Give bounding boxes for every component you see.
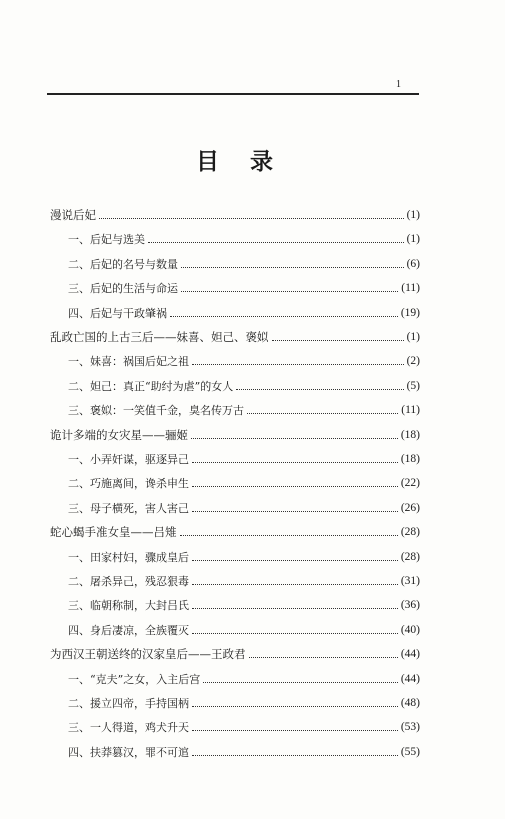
toc-section-entry	[68, 304, 420, 322]
toc-section-entry	[68, 401, 420, 419]
toc-section-entry	[68, 377, 420, 395]
toc-chapter-entry	[50, 206, 420, 224]
toc-section-entry	[68, 352, 420, 370]
toc-section-entry	[68, 596, 420, 614]
toc-entry-page: (2)	[406, 355, 420, 367]
toc-entry-label: 三、一人得道，鸡犬升天	[68, 721, 189, 734]
toc-entry-label: 四、扶莽篡汉，罪不可逭	[68, 746, 189, 759]
toc-entry-page: (11)	[401, 282, 420, 294]
toc-chapter-entry	[50, 523, 420, 541]
dot-leader	[192, 559, 398, 561]
toc-entry-page: (1)	[406, 233, 420, 245]
toc-entry-page: (5)	[406, 380, 420, 392]
dot-leader	[192, 510, 398, 512]
toc-section-entry	[68, 548, 420, 566]
toc-entry-label: 一、田家村妇，骤成皇后	[68, 551, 189, 564]
dot-leader	[192, 363, 404, 365]
toc-entry-label: 一、妹喜：祸国后妃之祖	[68, 355, 189, 368]
toc-section-entry	[68, 255, 420, 273]
page-number: 1	[396, 79, 401, 90]
toc-section-entry	[68, 718, 420, 736]
toc-section-entry	[68, 743, 420, 761]
dot-leader	[191, 437, 398, 439]
toc-entry-label: 三、褒姒：一笑值千金，臭名传万古	[68, 404, 244, 417]
toc-entry-label: 三、母子横死，害人害己	[68, 502, 189, 515]
toc-section-entry	[68, 670, 420, 688]
toc-entry-label: 一、小弄奸谋，驱逐异己	[68, 453, 189, 466]
toc-section-entry	[68, 694, 420, 712]
dot-leader	[192, 729, 398, 731]
toc-entry-page: (19)	[400, 307, 420, 319]
toc-entry-label: 三、后妃的生活与命运	[68, 282, 178, 295]
dot-leader	[181, 266, 404, 268]
dot-leader	[272, 339, 404, 341]
toc-entry-page: (18)	[400, 429, 420, 441]
toc-chapter-entry	[50, 426, 420, 444]
toc-entry-page: (11)	[401, 404, 420, 416]
toc-entry-label: 四、身后凄凉，全族覆灭	[68, 624, 189, 637]
toc-chapter-entry	[50, 328, 420, 346]
toc-section-entry	[68, 450, 420, 468]
dot-leader	[203, 681, 398, 683]
toc-entry-page: (28)	[400, 526, 420, 538]
toc-entry-label: 二、后妃的名号与数量	[68, 258, 178, 271]
toc-entry-label: 一、“克夫”之女，入主后宫	[68, 673, 201, 686]
dot-leader	[180, 534, 398, 536]
toc-entry-page: (18)	[400, 453, 420, 465]
toc-entry-page: (44)	[400, 673, 420, 685]
dot-leader	[192, 461, 398, 463]
dot-leader	[236, 388, 403, 390]
dot-leader	[192, 632, 398, 634]
toc-entry-label: 二、巧施离间，谗杀申生	[68, 477, 189, 490]
dot-leader	[170, 315, 398, 317]
toc-entry-label: 三、临朝称制，大封吕氏	[68, 599, 189, 612]
toc-entry-page: (28)	[400, 551, 420, 563]
toc-entry-page: (22)	[400, 477, 420, 489]
toc-entry-label: 四、后妃与干政肇祸	[68, 307, 167, 320]
toc-section-entry	[68, 621, 420, 639]
toc-entry-page: (26)	[400, 502, 420, 514]
title-char-2: 录	[250, 149, 273, 175]
toc-entry-page: (6)	[406, 258, 420, 270]
toc-entry-label: 二、援立四帝，手持国柄	[68, 697, 189, 710]
toc-entry-label: 诡计多端的女灾星——骊姬	[50, 428, 188, 442]
toc-entry-label: 为西汉王朝送终的汉家皇后——王政君	[50, 647, 246, 661]
dot-leader	[181, 290, 398, 292]
toc-entry-page: (53)	[400, 721, 420, 733]
toc-entry-label: 蛇心蝎手准女皇——吕雉	[50, 525, 177, 539]
dot-leader	[192, 583, 398, 585]
dot-leader	[249, 656, 398, 658]
dot-leader	[99, 217, 404, 219]
toc-section-entry	[68, 499, 420, 517]
title-char-1: 目	[196, 149, 219, 175]
toc-section-entry	[68, 230, 420, 248]
toc-chapter-entry	[50, 645, 420, 663]
toc-entry-label: 一、后妃与选美	[68, 233, 145, 246]
dot-leader	[192, 485, 398, 487]
toc-entry-page: (48)	[400, 697, 420, 709]
dot-leader	[192, 754, 398, 756]
dot-leader	[148, 241, 404, 243]
toc-entry-page: (1)	[406, 209, 420, 221]
dot-leader	[247, 412, 398, 414]
toc-section-entry	[68, 279, 420, 297]
dot-leader	[192, 705, 398, 707]
toc-entry-page: (44)	[400, 648, 420, 660]
dot-leader	[192, 607, 398, 609]
toc-section-entry	[68, 572, 420, 590]
toc-entry-page: (1)	[406, 331, 420, 343]
toc-entry-label: 漫说后妃	[50, 208, 96, 222]
toc-entry-page: (31)	[400, 575, 420, 587]
toc-entry-label: 二、妲己：真正“助纣为虐”的女人	[68, 380, 234, 393]
toc-entry-label: 二、屠杀异己，残忍狠毒	[68, 575, 189, 588]
toc-entry-label: 乱政亡国的上古三后——妹喜、妲己、褒姒	[50, 330, 269, 344]
toc-section-entry	[68, 474, 420, 492]
toc-entry-page: (55)	[400, 746, 420, 758]
toc-entry-page: (40)	[400, 624, 420, 636]
toc-entry-page: (36)	[400, 599, 420, 611]
